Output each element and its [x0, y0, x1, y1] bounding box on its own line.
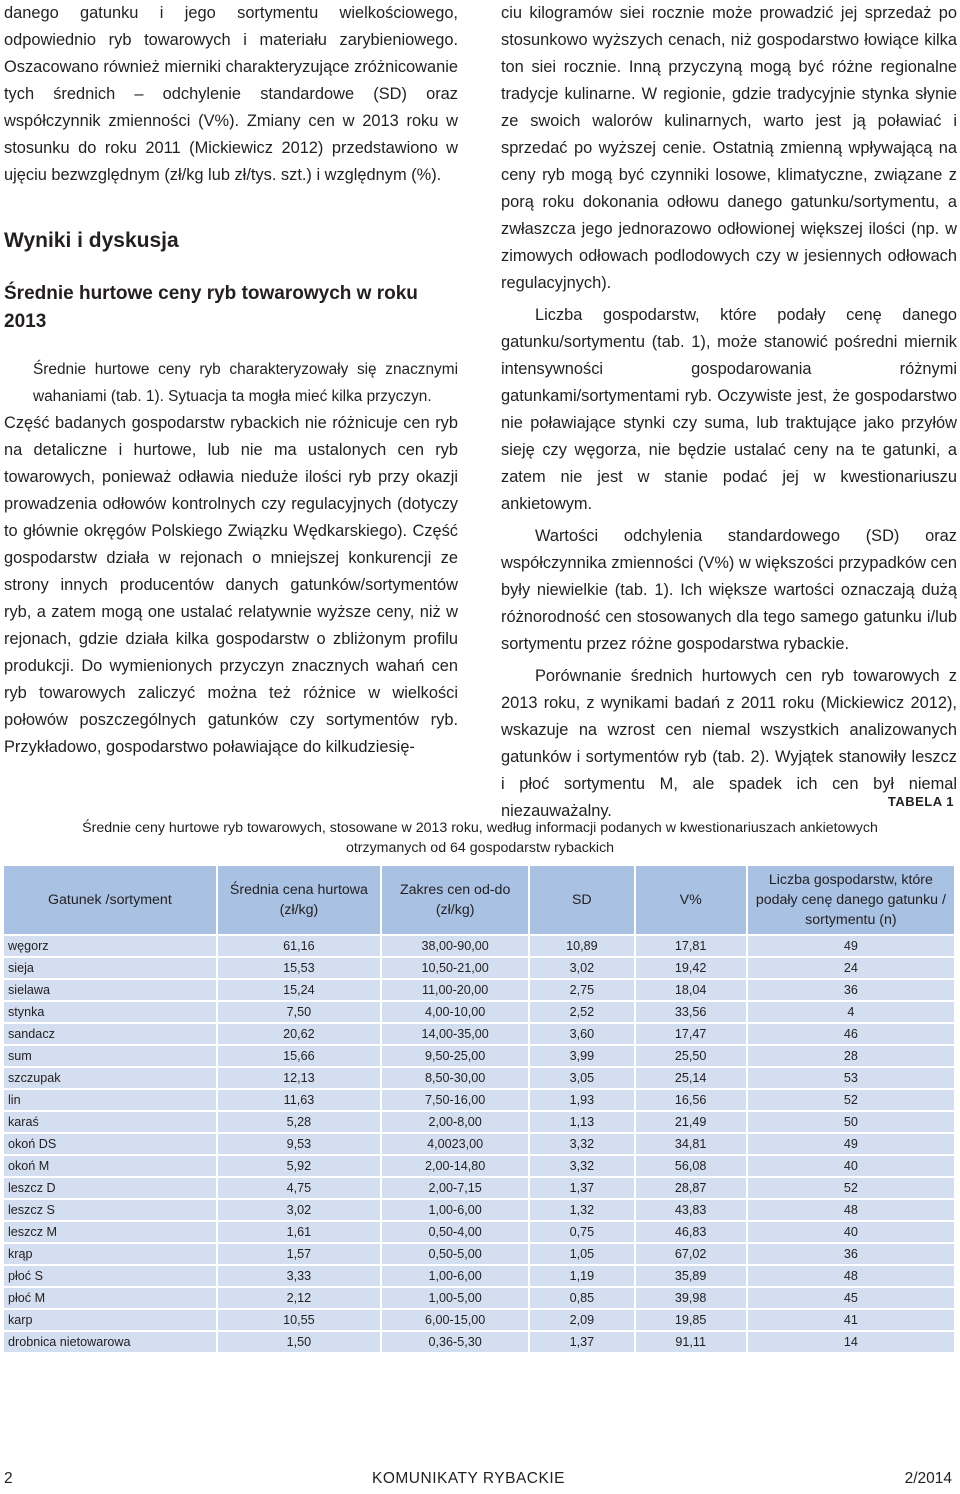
value-cell: 52: [748, 1178, 954, 1198]
species-cell: sandacz: [4, 1024, 216, 1044]
value-cell: 9,53: [218, 1134, 380, 1154]
value-cell: 10,50-21,00: [382, 958, 528, 978]
table-row: [4, 1200, 954, 1220]
value-cell: 4,00-10,00: [382, 1002, 528, 1022]
header-price-range: Zakres cen od-do (zł/kg): [382, 866, 528, 934]
value-cell: 10,55: [218, 1310, 380, 1330]
value-cell: 33,56: [636, 1002, 746, 1022]
value-cell: 14: [748, 1332, 954, 1352]
value-cell: 5,92: [218, 1156, 380, 1176]
table-row: [4, 936, 954, 956]
body-paragraph-1: ciu kilogramów siei rocznie może prowadzić jej sprzedaż po stosunkowo wyższych cenach, niż gospodarstwo łowiące kilka ton siei rocznie. Inną przyczyną mogą być różne regionalne tradycje kulinarne. W regionie, gdzie tradycyjnie stynka słynie ze swoich walorów kulinarnych, warto jest ją poławiać i sprzedać po wyższej cenie. Ostatnią zmienną wpływającą na ceny ryb mogą być czynniki losowe, klimatyczne, związane z porą roku dokonania odłowu danego gatunku/sortymentu, a zwłaszcza jego jednorazowo odłowionej większej ilości (np. w zimowych odłowach podlodowych czy w jesiennych odłowach regulacyjnych).: [501, 4, 957, 292]
species-cell: krąp: [4, 1244, 216, 1264]
value-cell: 5,28: [218, 1112, 380, 1132]
species-cell: sielawa: [4, 980, 216, 1000]
right-text-column: [501, 0, 957, 825]
species-cell: leszcz M: [4, 1222, 216, 1242]
species-cell: okoń M: [4, 1156, 216, 1176]
value-cell: 1,93: [530, 1090, 633, 1110]
value-cell: 36: [748, 1244, 954, 1264]
value-cell: 28: [748, 1046, 954, 1066]
value-cell: 21,49: [636, 1112, 746, 1132]
value-cell: 1,32: [530, 1200, 633, 1220]
value-cell: 91,11: [636, 1332, 746, 1352]
value-cell: 19,42: [636, 958, 746, 978]
value-cell: 53: [748, 1068, 954, 1088]
table-row: [4, 1266, 954, 1286]
species-cell: węgorz: [4, 936, 216, 956]
species-cell: szczupak: [4, 1068, 216, 1088]
species-cell: leszcz S: [4, 1200, 216, 1220]
left-text-column: [4, 0, 458, 761]
value-cell: 4,75: [218, 1178, 380, 1198]
table-row: [4, 958, 954, 978]
value-cell: 2,09: [530, 1310, 633, 1330]
table-row: [4, 1178, 954, 1198]
table-row: [4, 1002, 954, 1022]
value-cell: 45: [748, 1288, 954, 1308]
value-cell: 6,00-15,00: [382, 1310, 528, 1330]
value-cell: 3,02: [530, 958, 633, 978]
value-cell: 1,19: [530, 1266, 633, 1286]
header-cv: V%: [636, 866, 746, 934]
value-cell: 2,75: [530, 980, 633, 1000]
value-cell: 12,13: [218, 1068, 380, 1088]
value-cell: 28,87: [636, 1178, 746, 1198]
value-cell: 46,83: [636, 1222, 746, 1242]
value-cell: 0,50-4,00: [382, 1222, 528, 1242]
value-cell: 1,61: [218, 1222, 380, 1242]
value-cell: 11,63: [218, 1090, 380, 1110]
body-paragraph-3: Wartości odchylenia standardowego (SD) oraz współczynnika zmienności (V%) w większości przypadków cen były niewielkie (tab. 1). Ich większe wartości oznaczają dużą różnorodność cen stosowanych dla tego samego gatunku i/lub sortymentu przez różne gospodarstwa rybackie.: [501, 527, 957, 653]
value-cell: 3,02: [218, 1200, 380, 1220]
value-cell: 41: [748, 1310, 954, 1330]
species-cell: leszcz D: [4, 1178, 216, 1198]
value-cell: 0,36-5,30: [382, 1332, 528, 1352]
value-cell: 1,00-6,00: [382, 1266, 528, 1286]
results-paragraph-continued: Część badanych gospodarstw rybackich nie różnicuje cen ryb na detaliczne i hurtowe, lub nie ma ustalonych cen ryb towarowych, ponieważ odławia nieduże ilości ryb przy okazji prowadzenia odłowów kontrolnych czy regulacyjnych (dotyczy to głównie okręgów Polskiego Związku Wędkarskiego). Część gospodarstw działa w rejonach o mniejszej konkurencji ze strony innych producentów danych gatunków/sortymentów ryb, a zatem mogą one ustalać relatywnie wyższe ceny, niż w rejonach, gdzie działa kilka gospodarstw o zbliżonym profilu produkcji. Do wymienionych przyczyn znacznych wahań cen ryb towarowych zaliczyć można też różnice w wielkości połowów poszczególnych gatunków czy sortymentów ryb. Przykładowo, gospodarstwo poławiające do kilkudziesię-: [4, 414, 458, 756]
subsection-heading: Średnie hurtowe ceny ryb towarowych w roku 2013: [4, 283, 418, 332]
species-cell: płoć S: [4, 1266, 216, 1286]
value-cell: 11,00-20,00: [382, 980, 528, 1000]
value-cell: 50: [748, 1112, 954, 1132]
body-paragraph-2: Liczba gospodarstw, które podały cenę danego gatunku/sortymentu (tab. 1), może stanowić pośredni miernik intensywności gospodarowania różnymi gatunkami/sortymentami ryb. Oczywiste jest, że gospodarstwo nie poławiające stynki czy suma, lub traktujące jako przyłów sieję czy węgorza, nie będzie ustalać ceny na te gatunki, a zatem nie jest w stanie podać jej w kwestionariuszu ankietowym.: [501, 306, 957, 513]
issue-number: 2/2014: [904, 1470, 952, 1487]
table-row: [4, 1332, 954, 1352]
species-cell: lin: [4, 1090, 216, 1110]
table-label: TABELA 1: [887, 794, 954, 809]
value-cell: 56,08: [636, 1156, 746, 1176]
value-cell: 3,33: [218, 1266, 380, 1286]
species-cell: okoń DS: [4, 1134, 216, 1154]
value-cell: 61,16: [218, 936, 380, 956]
value-cell: 4,0023,00: [382, 1134, 528, 1154]
value-cell: 46: [748, 1024, 954, 1044]
value-cell: 2,52: [530, 1002, 633, 1022]
value-cell: 49: [748, 936, 954, 956]
section-heading: Wyniki i dyskusja: [4, 229, 179, 252]
value-cell: 25,50: [636, 1046, 746, 1066]
species-cell: płoć M: [4, 1288, 216, 1308]
value-cell: 0,85: [530, 1288, 633, 1308]
header-farm-count: Liczba gospodarstw, które podały cenę danego gatunku / sortymentu (n): [748, 866, 954, 934]
value-cell: 10,89: [530, 936, 633, 956]
value-cell: 19,85: [636, 1310, 746, 1330]
value-cell: 0,50-5,00: [382, 1244, 528, 1264]
value-cell: 35,89: [636, 1266, 746, 1286]
value-cell: 48: [748, 1200, 954, 1220]
species-cell: sieja: [4, 958, 216, 978]
table-body: [4, 936, 954, 1352]
intro-paragraph: danego gatunku i jego sortymentu wielkościowego, odpowiednio ryb towarowych i materiału zarybieniowego. Oszacowano również mierniki charakteryzujące zróżnicowanie tych średnich – odchylenie standardowe (SD) oraz współczynnik zmienności (V%). Zmiany cen w 2013 roku w stosunku do roku 2011 (Mickiewicz 2012) przedstawiono w ujęciu bezwzględnym (zł/kg lub zł/tys. szt.) i względnym (%).: [4, 4, 458, 184]
value-cell: 0,75: [530, 1222, 633, 1242]
table-row: [4, 1134, 954, 1154]
table-row: [4, 1024, 954, 1044]
value-cell: 4: [748, 1002, 954, 1022]
page-number: 2: [4, 1470, 13, 1487]
value-cell: 8,50-30,00: [382, 1068, 528, 1088]
table-row: [4, 1156, 954, 1176]
value-cell: 48: [748, 1266, 954, 1286]
table-row: [4, 1068, 954, 1088]
value-cell: 7,50-16,00: [382, 1090, 528, 1110]
value-cell: 49: [748, 1134, 954, 1154]
value-cell: 14,00-35,00: [382, 1024, 528, 1044]
value-cell: 25,14: [636, 1068, 746, 1088]
value-cell: 34,81: [636, 1134, 746, 1154]
value-cell: 17,47: [636, 1024, 746, 1044]
value-cell: 2,00-8,00: [382, 1112, 528, 1132]
species-cell: karp: [4, 1310, 216, 1330]
value-cell: 38,00-90,00: [382, 936, 528, 956]
value-cell: 7,50: [218, 1002, 380, 1022]
value-cell: 24: [748, 958, 954, 978]
value-cell: 2,12: [218, 1288, 380, 1308]
value-cell: 39,98: [636, 1288, 746, 1308]
header-sd: SD: [530, 866, 633, 934]
value-cell: 9,50-25,00: [382, 1046, 528, 1066]
species-cell: drobnica nietowarowa: [4, 1332, 216, 1352]
value-cell: 16,56: [636, 1090, 746, 1110]
value-cell: 52: [748, 1090, 954, 1110]
value-cell: 40: [748, 1156, 954, 1176]
table-caption: Średnie ceny hurtowe ryb towarowych, stosowane w 2013 roku, według informacji podanych w kwestionariuszach ankietowych otrzymanych od 64 gospodarstw rybackich: [82, 820, 878, 856]
value-cell: 1,57: [218, 1244, 380, 1264]
value-cell: 15,53: [218, 958, 380, 978]
table-row: [4, 1222, 954, 1242]
value-cell: 1,37: [530, 1332, 633, 1352]
value-cell: 17,81: [636, 936, 746, 956]
value-cell: 43,83: [636, 1200, 746, 1220]
value-cell: 40: [748, 1222, 954, 1242]
header-species: Gatunek /sortyment: [4, 866, 216, 934]
price-table-grid: [2, 864, 956, 1354]
table-row: [4, 1090, 954, 1110]
table-header-row: [4, 866, 954, 934]
journal-name: KOMUNIKATY RYBACKIE: [372, 1470, 565, 1487]
value-cell: 1,37: [530, 1178, 633, 1198]
value-cell: 3,60: [530, 1024, 633, 1044]
value-cell: 3,99: [530, 1046, 633, 1066]
value-cell: 1,00-6,00: [382, 1200, 528, 1220]
value-cell: 1,13: [530, 1112, 633, 1132]
price-table: [2, 864, 956, 1354]
value-cell: 1,00-5,00: [382, 1288, 528, 1308]
body-paragraph-4: Porównanie średnich hurtowych cen ryb towarowych z 2013 roku, z wynikami badań z 2011 roku (Mickiewicz 2012), wskazuje na wzrost cen niemal wszystkich analizowanych gatunków i sortymentów ryb (tab. 2). Wyjątek stanowiły leszcz i płoć sortymentu M, ale spadek ich cen był niemal niezauważalny.: [501, 667, 957, 820]
species-cell: sum: [4, 1046, 216, 1066]
value-cell: 1,05: [530, 1244, 633, 1264]
value-cell: 18,04: [636, 980, 746, 1000]
table-row: [4, 1112, 954, 1132]
value-cell: 2,00-14,80: [382, 1156, 528, 1176]
table-row: [4, 1244, 954, 1264]
results-paragraph-start: Średnie hurtowe ceny ryb charakteryzowały się znacznymi wahaniami (tab. 1). Sytuacja ta mogła mieć kilka przyczyn.: [33, 361, 458, 405]
value-cell: 3,05: [530, 1068, 633, 1088]
value-cell: 67,02: [636, 1244, 746, 1264]
table-row: [4, 1288, 954, 1308]
value-cell: 1,50: [218, 1332, 380, 1352]
species-cell: karaś: [4, 1112, 216, 1132]
value-cell: 3,32: [530, 1134, 633, 1154]
value-cell: 15,24: [218, 980, 380, 1000]
table-row: [4, 980, 954, 1000]
value-cell: 20,62: [218, 1024, 380, 1044]
table-row: [4, 1046, 954, 1066]
value-cell: 3,32: [530, 1156, 633, 1176]
header-mean-price: Średnia cena hurtowa (zł/kg): [218, 866, 380, 934]
value-cell: 15,66: [218, 1046, 380, 1066]
value-cell: 36: [748, 980, 954, 1000]
table-row: [4, 1310, 954, 1330]
species-cell: stynka: [4, 1002, 216, 1022]
value-cell: 2,00-7,15: [382, 1178, 528, 1198]
